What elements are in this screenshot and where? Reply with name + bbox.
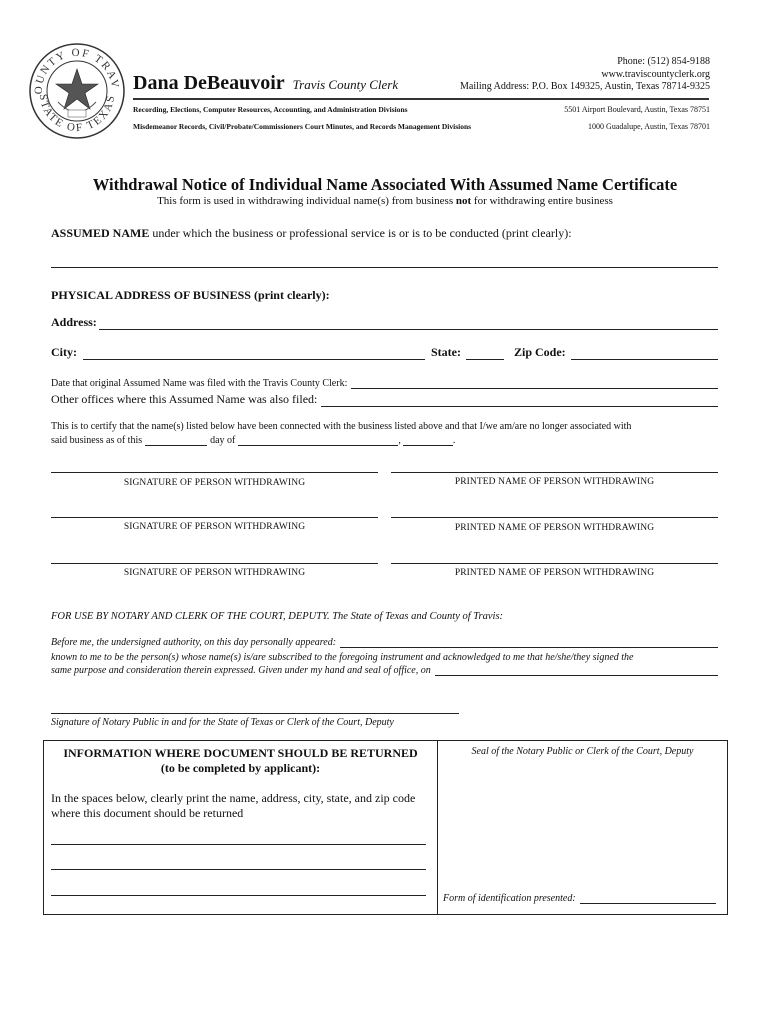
signature-line-1[interactable] <box>51 472 378 473</box>
certify-year-field[interactable] <box>403 436 453 446</box>
return-address-line-2[interactable] <box>51 869 426 870</box>
subtitle-emphasis: not <box>455 195 472 207</box>
subtitle-pre: This form is used in withdrawing individual name(s) from business <box>157 195 456 207</box>
zip-label: Zip Code: <box>514 345 566 359</box>
certify-line-2 <box>51 435 455 446</box>
date-filed-field[interactable] <box>351 379 718 389</box>
state-label: State: <box>431 345 461 359</box>
form-title: Withdrawal Notice of Individual Name Associated With Assumed Name Certificate <box>92 175 678 194</box>
address-label: Address: <box>51 315 97 329</box>
identification-field[interactable] <box>580 894 716 904</box>
signature-line-3[interactable] <box>51 563 378 564</box>
return-info-box <box>43 740 728 915</box>
identification-row <box>443 893 716 904</box>
header-rule <box>133 98 709 100</box>
notary-appeared-label: Before me, the undersigned authority, on this day personally appeared: <box>51 637 337 648</box>
seal-caption: Seal of the Notary Public or Clerk of the Court, Deputy <box>471 746 694 757</box>
address-row <box>51 315 718 330</box>
return-heading-line-1: INFORMATION WHERE DOCUMENT SHOULD BE RETURNED <box>63 746 418 760</box>
return-instructions: In the spaces below, clearly print the name, address, city, state, and zip code where this document should be returned <box>51 791 416 820</box>
printed-name-caption-1: PRINTED NAME OF PERSON WITHDRAWING <box>454 477 655 487</box>
other-offices-row <box>51 392 718 407</box>
date-filed-row <box>51 378 718 389</box>
notary-signature-caption: Signature of Notary Public in and for the State of Texas or Clerk of the Court, Deputy <box>51 717 394 728</box>
notary-given-row <box>51 665 718 676</box>
printed-name-caption-3: PRINTED NAME OF PERSON WITHDRAWING <box>454 568 655 578</box>
other-offices-label: Other offices where this Assumed Name was also filed: <box>51 392 318 406</box>
assumed-name-instructions: under which the business or professional service is or is to be conducted (print clearly): <box>149 226 572 240</box>
address-guadalupe: 1000 Guadalupe, Austin, Texas 78701 <box>588 122 710 131</box>
notary-date-field[interactable] <box>435 666 718 676</box>
certify-day-of-label: day of <box>210 435 236 446</box>
contact-phone: Phone: (512) 854-9188 <box>617 56 710 67</box>
certify-line-1: This is to certify that the name(s) listed below have been connected with the business listed above and that I/we am/are no longer associated with <box>51 421 632 432</box>
printed-name-line-1[interactable] <box>391 472 718 473</box>
notary-heading: FOR USE BY NOTARY AND CLERK OF THE COURT, DEPUTY. The State of Texas and County of Travis: <box>51 611 504 622</box>
certify-as-of-label: said business as of this <box>51 435 143 446</box>
assumed-name-field[interactable] <box>51 267 718 268</box>
divisions-1: Recording, Elections, Computer Resources, Accounting, and Administration Divisions <box>133 105 408 114</box>
divisions-2: Misdemeanor Records, Civil/Probate/Commissioners Court Minutes, and Records Management Divisions <box>133 122 472 131</box>
notary-signature-line[interactable] <box>51 713 459 714</box>
address-field[interactable] <box>99 318 718 330</box>
assumed-name-label <box>51 226 572 241</box>
certify-comma: , <box>398 435 401 446</box>
return-address-line-1[interactable] <box>51 844 426 845</box>
return-heading-line-2: (to be completed by applicant): <box>160 761 321 775</box>
notary-known-text: known to me to be the person(s) whose name(s) is/are subscribed to the foregoing instrument and acknowledged to me that he/she/they signed the <box>51 652 634 663</box>
return-heading <box>44 746 437 776</box>
signature-caption-2: SIGNATURE OF PERSON WITHDRAWING <box>123 522 306 532</box>
clerk-header <box>133 72 398 95</box>
printed-name-line-2[interactable] <box>391 517 718 518</box>
certify-month-field[interactable] <box>238 436 398 446</box>
svg-text:COUNTY OF TRAVIS: OUNTY OF TRAV <box>32 46 122 95</box>
return-box-divider <box>437 741 438 914</box>
subtitle-post: for withdrawing entire business <box>471 195 613 207</box>
clerk-title: Travis County Clerk <box>292 77 399 92</box>
contact-mailing: Mailing Address: P.O. Box 149325, Austin, Texas 78714-9325 <box>460 81 710 92</box>
printed-name-caption-2: PRINTED NAME OF PERSON WITHDRAWING <box>454 523 655 533</box>
physical-address-heading: PHYSICAL ADDRESS OF BUSINESS (print clearly): <box>51 288 330 302</box>
form-subtitle <box>0 195 770 207</box>
assumed-name-heading: ASSUMED NAME <box>51 226 150 240</box>
signature-caption-1: SIGNATURE OF PERSON WITHDRAWING <box>123 478 306 488</box>
printed-name-line-3[interactable] <box>391 563 718 564</box>
signature-line-2[interactable] <box>51 517 378 518</box>
signature-caption-3: SIGNATURE OF PERSON WITHDRAWING <box>123 568 306 578</box>
seal-icon <box>28 42 126 140</box>
notary-appeared-field[interactable] <box>340 638 718 648</box>
city-field[interactable] <box>83 348 425 360</box>
certify-period: . <box>452 435 456 446</box>
address-airport: 5501 Airport Boulevard, Austin, Texas 78751 <box>564 105 710 114</box>
contact-website[interactable]: www.traviscountyclerk.org <box>601 69 710 80</box>
return-address-line-3[interactable] <box>51 895 426 896</box>
certify-day-field[interactable] <box>145 436 207 446</box>
other-offices-field[interactable] <box>321 395 718 407</box>
zip-field[interactable] <box>571 348 718 360</box>
city-row <box>51 345 718 360</box>
notary-given-label: same purpose and consideration therein expressed. Given under my hand and seal of office, on <box>51 665 431 676</box>
clerk-name: Dana DeBeauvoir <box>133 72 285 94</box>
state-field[interactable] <box>466 348 504 360</box>
city-label: City: <box>51 345 77 359</box>
identification-label: Form of identification presented: <box>443 893 576 904</box>
notary-appeared-row <box>51 637 718 648</box>
date-filed-label: Date that original Assumed Name was filed with the Travis County Clerk: <box>51 378 348 389</box>
svg-text:STATE OF TEXAS: STATE OF TEXAS <box>36 93 118 135</box>
travis-county-seal <box>28 42 126 140</box>
